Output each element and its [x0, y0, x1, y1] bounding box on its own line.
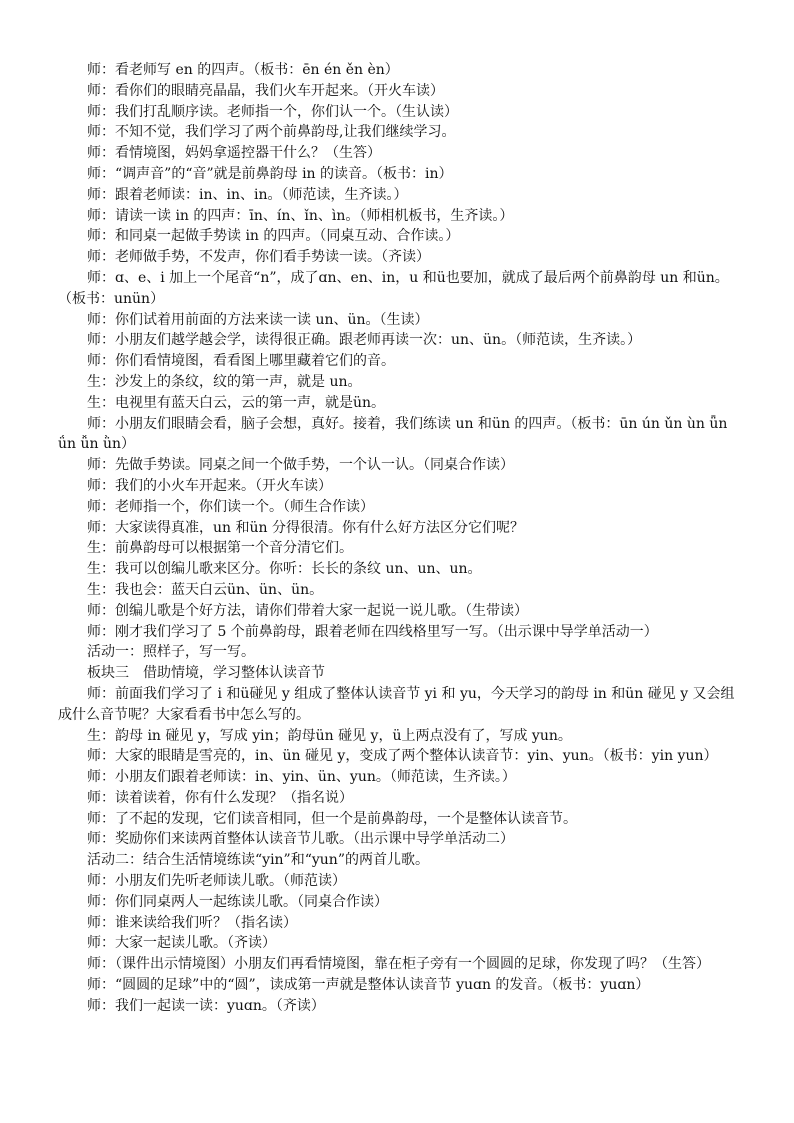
paragraph: 师：刚才我们学习了 5 个前鼻韵母，跟着老师在四线格里写一写。（出示课中导学单活动一）	[87, 623, 658, 640]
paragraph: 生：沙发上的条纹，纹的第一声，就是 un。	[87, 373, 362, 390]
paragraph: 师：看老师写 en 的四声。（板书：ēn én ěn èn）	[87, 62, 399, 78]
paragraph: 师：大家一起读儿歌。（齐读）	[87, 935, 276, 952]
paragraph: 师：（课件出示情境图）小朋友们再看情境图，靠在柜子旁有一个圆圆的足球，你发现了吗？（生答）	[87, 956, 710, 973]
paragraph: 师：ɑ、e、i 加上一个尾音“n”，成了ɑn、en、in，u 和ü也要加，就成了最后两个前鼻韵母 un 和ün。（板书：unün）	[58, 269, 729, 307]
paragraph: 师：你们同桌两人一起练读儿歌。（同桌合作读）	[87, 893, 388, 910]
paragraph: 师：我们打乱顺序读。老师指一个，你们认一个。（生认读）	[87, 103, 458, 120]
paragraph: 师：小朋友们眼睛会看，脑子会想，真好。接着，我们练读 un 和ün 的四声。（板书：ūn ún ǔn ùn ǖn ǘn ǚn ǜn）	[58, 415, 732, 453]
paragraph: 生：韵母 in 碰见 y，写成 yin；韵母ün 碰见 y，ü上两点没有了，写成 yun。	[87, 727, 572, 744]
paragraph: 师：我们一起读一读：yuɑn。（齐读）	[87, 997, 325, 1014]
paragraph: 师：了不起的发现，它们读音相同，但一个是前鼻韵母，一个是整体认读音节。	[87, 810, 577, 827]
paragraph: 师：奖励你们来读两首整体认读音节儿歌。（出示课中导学单活动二）	[87, 831, 514, 848]
paragraph: 师：先做手势读。同桌之间一个做手势，一个认一认。（同桌合作读）	[87, 457, 514, 474]
paragraph: 师：老师做手势，不发声，你们看手势读一读。（齐读）	[87, 249, 430, 266]
paragraph: 生：我也会：蓝天白云ün、ün、ün。	[87, 581, 324, 598]
paragraph: 师：跟着老师读：in、in、in。（师范读，生齐读。）	[87, 186, 408, 203]
paragraph: 板块三 借助情境，学习整体认读音节	[87, 665, 325, 682]
paragraph: 师：读着读着，你有什么发现？（指名说）	[87, 789, 353, 806]
paragraph: 师：和同桌一起做手势读 in 的四声。（同桌互动、合作读。）	[87, 228, 460, 245]
paragraph: 师：“调声音”的“音”就是前鼻韵母 in 的读音。（板书：in）	[87, 165, 453, 182]
paragraph: 师：看情境图，妈妈拿遥控器干什么？（生答）	[87, 145, 381, 162]
paragraph: 师：你们看情境图，看看图上哪里藏着它们的音。	[87, 353, 395, 370]
paragraph: 师：小朋友们越学越会学，读得很正确。跟老师再读一次：un、ün。（师范读，生齐读。）	[87, 332, 642, 349]
paragraph: 师：“圆圆的足球”中的“圆”，读成第一声就是整体认读音节 yuɑn 的发音。（板书：yuɑn）	[87, 977, 650, 994]
paragraph: 师：你们试着用前面的方法来读一读 un、ün。（生读）	[87, 311, 429, 328]
paragraph: 生：前鼻韵母可以根据第一个音分清它们。	[87, 540, 353, 557]
paragraph: 师：我们的小火车开起来。（开火车读）	[87, 477, 332, 494]
paragraph: 师：老师指一个，你们读一个。（师生合作读）	[87, 498, 374, 515]
paragraph: 师：不知不觉，我们学习了两个前鼻韵母,让我们继续学习。	[87, 124, 456, 141]
paragraph: 师：小朋友们跟着老师读：in、yin、ün、yun。（师范读，生齐读。）	[87, 769, 516, 786]
paragraph: 活动二：结合生活情境练读“yin”和“yun”的两首儿歌。	[87, 852, 429, 869]
paragraph: 师：创编儿歌是个好方法，请你们带着大家一起说一说儿歌。（生带读）	[87, 602, 528, 619]
paragraph: 师：请读一读 in 的四声：īn、ín、ǐn、ìn。（师相机板书，生齐读。）	[87, 207, 514, 224]
paragraph: 活动一：照样子，写一写。	[87, 644, 255, 661]
paragraph: 师：大家的眼睛是雪亮的，in、ün 碰见 y，变成了两个整体认读音节：yin、yun。（板书：yin yun）	[87, 748, 718, 765]
paragraph: 师：小朋友们先听老师读儿歌。（师范读）	[87, 873, 346, 890]
paragraph: 生：我可以创编儿歌来区分。你听：长长的条纹 un、un、un。	[87, 561, 482, 578]
paragraph: 师：前面我们学习了 i 和ü碰见 y 组成了整体认读音节 yi 和 yu，今天学习的韵母 in 和ün 碰见 y 又会组成什么音节呢？大家看看书中怎么写的。	[58, 685, 735, 723]
paragraph: 师：大家读得真准，un 和ün 分得很清。你有什么好方法区分它们呢？	[87, 519, 524, 536]
paragraph: 师：谁来读给我们听？（指名读）	[87, 914, 297, 931]
paragraph: 生：电视里有蓝天白云，云的第一声，就是ün。	[87, 394, 386, 411]
paragraph: 师：看你们的眼睛亮晶晶，我们火车开起来。（开火车读）	[87, 82, 444, 99]
